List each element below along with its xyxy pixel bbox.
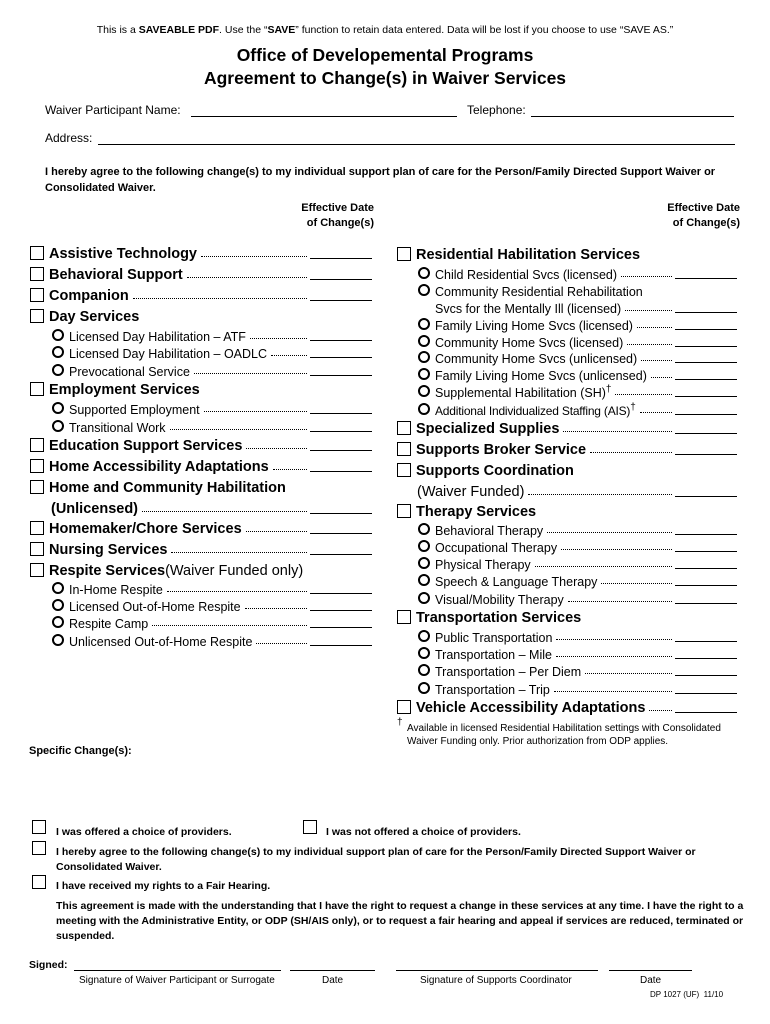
effective-date-field[interactable] [310,258,372,259]
sub-community-home-licensed: Community Home Svcs (licensed) [418,330,737,350]
therapy-services-checkbox[interactable] [397,504,411,518]
sub-in-home-respite: In-Home Respite [52,577,372,597]
sub-community-home-unlicensed: Community Home Svcs (unlicensed) [418,346,737,366]
radio-icon[interactable] [418,682,430,694]
sub-transitional-work: Transitional Work [52,415,372,435]
sub-transportation-mile: Transportation – Mile [418,642,737,662]
effective-date-field[interactable] [310,554,372,555]
radio-icon[interactable] [418,368,430,380]
home-accessibility-checkbox[interactable] [30,459,44,473]
supports-broker-checkbox[interactable] [397,442,411,456]
effective-date-field[interactable] [675,712,737,713]
address-field[interactable] [98,132,735,145]
radio-icon[interactable] [418,664,430,676]
radio-icon[interactable] [418,592,430,604]
participant-signature-field[interactable] [74,970,281,971]
fair-hearing-checkbox[interactable] [32,875,46,889]
radio-icon[interactable] [52,599,64,611]
service-home-community-hab: Home and Community Habilitation [30,476,372,496]
radio-icon[interactable] [52,616,64,628]
effective-date-field[interactable] [310,300,372,301]
effective-date-field[interactable] [310,431,372,432]
behavioral-support-checkbox[interactable] [30,267,44,281]
address-label: Address: [45,131,93,145]
vehicle-accessibility-checkbox[interactable] [397,700,411,714]
service-behavioral-support: Behavioral Support [30,263,372,283]
participant-date-field[interactable] [290,970,375,971]
page-title: Office of Developemental Programs [236,45,534,65]
effective-date-field[interactable] [675,693,737,694]
sub-licensed-day-hab-oadlc: Licensed Day Habilitation – OADLC [52,341,372,361]
service-residential-habilitation: Residential Habilitation Services [397,243,737,263]
not-offered-choice-label: I was not offered a choice of providers. [326,826,521,838]
sub-supplemental-habilitation: Supplemental Habilitation (SH)† [418,380,737,400]
footnote-mark: † [397,717,403,728]
radio-icon[interactable] [52,582,64,594]
homemaker-chore-checkbox[interactable] [30,521,44,535]
service-home-accessibility: Home Accessibility Adaptations [30,455,372,475]
sub-prevocational-service: Prevocational Service [52,359,372,379]
form-code: DP 1027 (UF) 11/10 [650,990,724,999]
effective-date-field[interactable] [675,675,737,676]
agree-checkbox[interactable] [32,841,46,855]
effective-date-field[interactable] [310,513,372,514]
fair-hearing-label: I have received my rights to a Fair Hearing. [56,880,271,892]
sub-supported-employment: Supported Employment [52,397,372,417]
sub-unlicensed-out-of-home-respite: Unlicensed Out-of-Home Respite [52,629,372,649]
radio-icon[interactable] [418,540,430,552]
sub-speech-language-therapy: Speech & Language Therapy [418,569,737,589]
offered-choice-label: I was offered a choice of providers. [56,826,232,838]
radio-icon[interactable] [418,284,430,296]
coordinator-signature-field[interactable] [396,970,598,971]
effective-date-field[interactable] [675,396,737,397]
supports-coordination-checkbox[interactable] [397,463,411,477]
radio-icon[interactable] [52,329,64,341]
effective-date-field[interactable] [310,357,372,358]
sub-licensed-out-of-home-respite: Licensed Out-of-Home Respite [52,594,372,614]
service-homemaker-chore: Homemaker/Chore Services [30,517,372,537]
effective-date-field[interactable] [310,533,372,534]
service-education-support: Education Support Services [30,434,372,454]
service-vehicle-accessibility: Vehicle Accessibility Adaptations [397,696,737,716]
radio-icon[interactable] [418,267,430,279]
save-notice: This is a SAVEABLE PDF. Use the “SAVE” function to retain data entered. Data will be lost if you choose to use “SAVE AS.” [96,24,674,36]
radio-icon[interactable] [418,574,430,586]
not-offered-choice-checkbox[interactable] [303,820,317,834]
service-specialized-supplies: Specialized Supplies [397,417,737,437]
sub-behavioral-therapy: Behavioral Therapy [418,518,737,538]
radio-icon[interactable] [52,364,64,376]
service-employment-services: Employment Services [30,378,372,398]
sub-physical-therapy: Physical Therapy [418,552,737,572]
residential-habilitation-checkbox[interactable] [397,247,411,261]
sub-visual-mobility-therapy: Visual/Mobility Therapy [418,587,737,607]
footnote: Available in licensed Residential Habilitation settings with Consolidated Waiver Funding only. Prior authorization from ODP applies. [407,723,721,747]
coordinator-signature-label: Signature of Supports Coordinator [420,975,572,986]
service-respite: Respite Services (Waiver Funded only) [30,559,372,579]
companion-checkbox[interactable] [30,288,44,302]
sub-child-residential: Child Residential Svcs (licensed) [418,262,737,282]
service-nursing: Nursing Services [30,538,372,558]
radio-icon[interactable] [52,634,64,646]
participant-date-label: Date [322,975,344,986]
service-supports-broker: Supports Broker Service [397,438,737,458]
effective-date-field[interactable] [310,279,372,280]
page-subtitle: Agreement to Change(s) in Waiver Services [203,68,567,88]
sub-public-transportation: Public Transportation [418,625,737,645]
nursing-checkbox[interactable] [30,542,44,556]
sub-licensed-day-hab-atf: Licensed Day Habilitation – ATF [52,324,372,344]
signed-label: Signed: [29,959,68,971]
effective-date-field[interactable] [675,414,737,415]
respite-checkbox[interactable] [30,563,44,577]
radio-icon[interactable] [418,318,430,330]
service-supports-coordination: Supports Coordination [397,459,737,479]
radio-icon[interactable] [418,385,430,397]
home-community-hab-checkbox[interactable] [30,480,44,494]
coordinator-date-field[interactable] [609,970,692,971]
effective-date-field[interactable] [675,585,737,586]
sub-transportation-per-diem: Transportation – Per Diem [418,659,737,679]
participant-name-label: Waiver Participant Name: [45,103,181,117]
effective-date-field[interactable] [675,496,737,497]
radio-icon[interactable] [418,630,430,642]
radio-icon[interactable] [418,647,430,659]
assistive-technology-checkbox[interactable] [30,246,44,260]
sub-family-living-licensed: Family Living Home Svcs (licensed) [418,313,737,333]
sub-respite-camp: Respite Camp [52,611,372,631]
education-support-checkbox[interactable] [30,438,44,452]
specific-changes-field[interactable] [29,762,739,814]
effective-date-field[interactable] [310,645,372,646]
radio-icon[interactable] [52,346,64,358]
effective-date-field[interactable] [310,375,372,376]
radio-icon[interactable] [418,351,430,363]
coordinator-date-label: Date [640,975,662,986]
effective-date-header-left: Effective Date of Change(s) [301,202,374,229]
service-supports-coordination-cont: (Waiver Funded) [417,480,737,500]
service-day-services: Day Services [30,305,372,325]
sub-occupational-therapy: Occupational Therapy [418,535,737,555]
radio-icon[interactable] [52,402,64,414]
sub-additional-staffing: Additional Individualized Staffing (AIS)† [418,398,737,418]
specific-changes-label: Specific Change(s): [29,745,132,757]
effective-date-field[interactable] [310,413,372,414]
agreement-statement: This agreement is made with the understanding that I have the right to request a change in these services at any time. I have the right to a meeting with the Administrative Entity, or ODP (SH/AIS only), or to request a fair hearing and appeal if services are reduced, terminated or suspended. [56,900,744,942]
specialized-supplies-checkbox[interactable] [397,421,411,435]
radio-icon[interactable] [418,403,430,415]
day-services-checkbox[interactable] [30,309,44,323]
participant-signature-label: Signature of Waiver Participant or Surrogate [79,975,275,986]
telephone-label: Telephone: [467,103,526,117]
service-companion: Companion [30,284,372,304]
transportation-services-checkbox[interactable] [397,610,411,624]
agree-label: I hereby agree to the following change(s) to my individual support plan of care for the Person/Family Directed Support Waiver or Consolidated Waiver. [56,846,696,873]
radio-icon[interactable] [418,557,430,569]
effective-date-field[interactable] [675,433,737,434]
sub-transportation-trip: Transportation – Trip [418,677,737,697]
telephone-field[interactable] [531,104,734,117]
service-transportation: Transportation Services [397,606,737,626]
effective-date-field[interactable] [310,627,372,628]
intro-statement: I hereby agree to the following change(s) to my individual support plan of care for the Person/Family Directed Support Waiver or Consolidated Waiver. [45,166,716,194]
effective-date-header-right: Effective Date of Change(s) [667,202,740,229]
service-assistive-technology: Assistive Technology [30,242,372,262]
sub-community-residential-rehab-cont: Svcs for the Mentally Ill (licensed) [435,296,737,316]
employment-services-checkbox[interactable] [30,382,44,396]
effective-date-field[interactable] [675,603,737,604]
sub-community-residential-rehab: Community Residential Rehabilitation [418,279,737,299]
effective-date-field[interactable] [310,450,372,451]
service-therapy: Therapy Services [397,500,737,520]
sub-family-living-unlicensed: Family Living Home Svcs (unlicensed) [418,363,737,383]
effective-date-field[interactable] [675,454,737,455]
service-home-community-hab-cont: (Unlicensed) [51,497,372,517]
participant-name-field[interactable] [191,104,457,117]
radio-icon[interactable] [418,523,430,535]
effective-date-field[interactable] [310,471,372,472]
radio-icon[interactable] [52,420,64,432]
offered-choice-checkbox[interactable] [32,820,46,834]
